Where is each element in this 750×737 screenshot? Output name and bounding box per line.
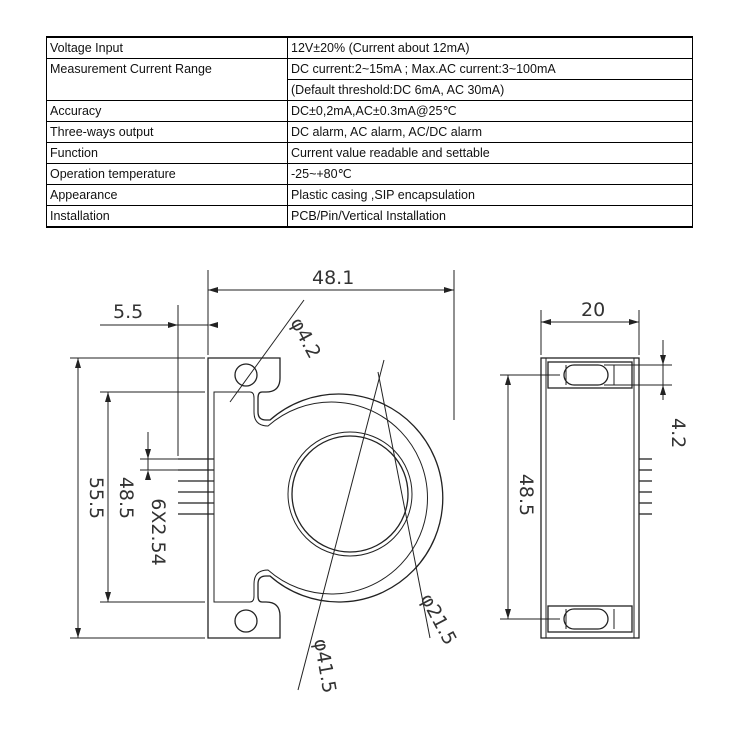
dim-outer-dia: φ41.5 (309, 637, 341, 695)
mount-hole-top (235, 364, 257, 386)
dim-side-slot: 4.2 (667, 418, 689, 449)
side-view (500, 299, 689, 638)
dim-hole: φ4.2 (285, 314, 326, 363)
spec-value: -25~+80℃ (288, 164, 693, 185)
dim-side-height: 48.5 (515, 473, 537, 517)
spec-param: Three-ways output (47, 122, 288, 143)
dim-inner-dia: φ21.5 (415, 590, 461, 649)
front-body-inner-outline (214, 392, 427, 602)
front-view (70, 267, 461, 695)
spec-value: 12V±20% (Current about 12mA) (288, 37, 693, 59)
side-body (541, 358, 639, 638)
spec-value: DC alarm, AC alarm, AC/DC alarm (288, 122, 693, 143)
spec-value: PCB/Pin/Vertical Installation (288, 206, 693, 228)
mount-hole-bottom (235, 610, 257, 632)
dim-pin-offset: 5.5 (113, 301, 144, 323)
spec-value: (Default threshold:DC 6mA, AC 30mA) (288, 80, 693, 101)
spec-param: Installation (47, 206, 288, 228)
sensor-hole-inner (292, 436, 408, 552)
dim-side-width: 20 (581, 299, 606, 321)
spec-param: Voltage Input (47, 37, 288, 59)
spec-value: Current value readable and settable (288, 143, 693, 164)
spec-param: Appearance (47, 185, 288, 206)
dim-pin-pitch: 6X2.54 (147, 498, 169, 566)
spec-value: DC current:2~15mA ; Max.AC current:3~100mA (288, 59, 693, 80)
side-slot-top (548, 362, 632, 388)
spec-value: DC±0,2mA,AC±0.3mA@25℃ (288, 101, 693, 122)
side-slot-bottom (548, 606, 632, 632)
spec-param: Accuracy (47, 101, 288, 122)
dim-height-body: 48.5 (115, 476, 137, 520)
spec-param: Function (47, 143, 288, 164)
spec-param: Measurement Current Range (47, 59, 288, 101)
spec-param: Operation temperature (47, 164, 288, 185)
dim-height-total: 55.5 (85, 476, 107, 520)
dim-width: 48.1 (312, 267, 355, 289)
side-pins (639, 459, 652, 514)
spec-value: Plastic casing ,SIP encapsulation (288, 185, 693, 206)
